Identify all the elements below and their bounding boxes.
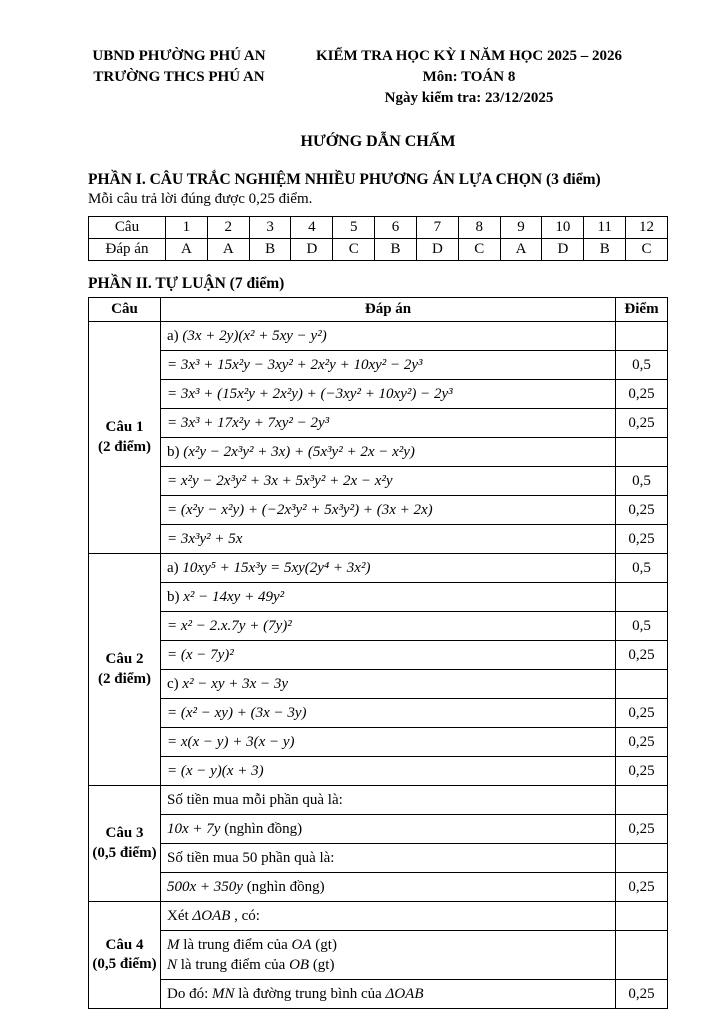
plain-text: , có:	[230, 908, 260, 924]
mc-cell: 6	[375, 217, 417, 239]
mc-cell: 7	[416, 217, 458, 239]
answer-row	[89, 322, 668, 351]
answer-cell	[161, 322, 616, 351]
question-label	[89, 902, 161, 1009]
answer-line	[167, 645, 609, 665]
math-text: = 3x³ + (15x²y + 2x²y) + (−3xy² + 10xy²) − 2y³	[167, 386, 453, 402]
answer-cell	[161, 351, 616, 380]
essay-table-body	[89, 322, 668, 1009]
answer-cell	[161, 641, 616, 670]
answer-line	[167, 955, 609, 975]
point-cell: 0,25	[616, 873, 668, 902]
question-label	[89, 554, 161, 786]
math-text: 10x + 7y	[167, 821, 221, 837]
school-name: TRƯỜNG THCS PHÚ AN	[93, 69, 265, 85]
answer-row	[89, 902, 668, 931]
mc-row-label: Đáp án	[89, 239, 166, 261]
mc-cell: 9	[500, 217, 542, 239]
answer-row	[89, 641, 668, 670]
answer-row	[89, 351, 668, 380]
question-number: Câu 3	[105, 825, 144, 841]
mc-cell: 10	[542, 217, 584, 239]
plain-text: là đường trung bình của	[234, 986, 386, 1002]
answer-line	[167, 529, 609, 549]
plain-text: Do đó:	[167, 986, 212, 1002]
question-points-note: (2 điểm)	[98, 670, 151, 687]
mc-cell: B	[375, 239, 417, 261]
point-cell: 0,5	[616, 467, 668, 496]
answer-cell	[161, 380, 616, 409]
column-header-cau: Câu	[89, 298, 161, 322]
answer-line	[167, 906, 609, 926]
answer-line	[167, 558, 609, 578]
answer-cell	[161, 931, 616, 980]
answer-cell	[161, 873, 616, 902]
point-cell	[616, 844, 668, 873]
math-text: x² − xy + 3x − 3y	[182, 676, 289, 692]
mc-cell: 1	[166, 217, 208, 239]
part1-note: Mỗi câu trả lời đúng được 0,25 điểm.	[88, 191, 313, 207]
mc-cell: D	[542, 239, 584, 261]
answer-line	[167, 732, 609, 752]
mc-cell: 5	[333, 217, 375, 239]
mc-cell: C	[333, 239, 375, 261]
mc-cell: B	[584, 239, 626, 261]
answer-line	[167, 384, 609, 404]
point-cell	[616, 931, 668, 980]
plain-text: a)	[167, 328, 183, 344]
answer-row	[89, 757, 668, 786]
answer-row	[89, 409, 668, 438]
point-cell: 0,25	[616, 980, 668, 1009]
answer-row	[89, 670, 668, 699]
mc-cell: D	[291, 239, 333, 261]
question-points-note: (2 điểm)	[98, 438, 151, 455]
essay-header-row	[89, 298, 668, 322]
answer-row	[89, 815, 668, 844]
answer-row	[89, 496, 668, 525]
answer-cell	[161, 409, 616, 438]
answer-row	[89, 438, 668, 467]
answer-row	[89, 786, 668, 815]
point-cell: 0,5	[616, 351, 668, 380]
exam-title: KIỂM TRA HỌC KỲ I NĂM HỌC 2025 – 2026	[316, 48, 622, 64]
answer-cell	[161, 757, 616, 786]
plain-text: là trung điểm của	[179, 937, 292, 953]
plain-text: Xét	[167, 908, 193, 924]
point-cell	[616, 322, 668, 351]
point-cell: 0,25	[616, 525, 668, 554]
answer-line	[167, 984, 609, 1004]
answer-row	[89, 980, 668, 1009]
mc-cell: 8	[458, 217, 500, 239]
answer-cell	[161, 902, 616, 931]
point-cell: 0,25	[616, 380, 668, 409]
math-text: = (x − y)(x + 3)	[167, 763, 264, 779]
answer-cell	[161, 699, 616, 728]
answer-line	[167, 703, 609, 723]
answer-cell	[161, 980, 616, 1009]
answer-line	[167, 935, 609, 955]
answer-line	[167, 819, 609, 839]
answer-line	[167, 471, 609, 491]
question-points-note: (0,5 điểm)	[92, 844, 157, 861]
essay-table	[88, 297, 668, 1009]
point-cell: 0,25	[616, 757, 668, 786]
plain-text: là trung điểm của	[177, 957, 290, 973]
math-text: ΔOAB	[192, 908, 231, 924]
plain-text: c)	[167, 676, 183, 692]
answer-line	[167, 790, 609, 810]
answer-cell	[161, 554, 616, 583]
answer-cell	[161, 844, 616, 873]
answer-line	[167, 500, 609, 520]
math-text: OB	[289, 957, 310, 973]
answer-row	[89, 380, 668, 409]
answer-cell	[161, 467, 616, 496]
column-header-dapan: Đáp án	[161, 298, 616, 322]
answer-line	[167, 326, 609, 346]
point-cell	[616, 583, 668, 612]
point-cell: 0,5	[616, 612, 668, 641]
answer-row	[89, 612, 668, 641]
header-left-block	[88, 46, 270, 88]
question-number: Câu 4	[105, 936, 144, 953]
question-points-note: (0,5 điểm)	[92, 956, 157, 972]
math-text: = (x² − xy) + (3x − 3y)	[167, 705, 307, 721]
column-header-diem: Điểm	[616, 298, 668, 322]
answer-cell	[161, 786, 616, 815]
mc-cell: B	[249, 239, 291, 261]
plain-text: b)	[167, 444, 184, 460]
math-text: (x²y − 2x³y² + 3x) + (5x³y² + 2x − x²y)	[183, 444, 415, 460]
answer-row	[89, 467, 668, 496]
answer-row	[89, 844, 668, 873]
answer-cell	[161, 670, 616, 699]
mc-cell: A	[207, 239, 249, 261]
answer-line	[167, 355, 609, 375]
answer-line	[167, 442, 609, 462]
document-header	[88, 46, 668, 109]
answer-row	[89, 583, 668, 612]
mc-cell: 2	[207, 217, 249, 239]
math-text: 500x + 350y	[167, 879, 243, 895]
plain-text: Số tiền mua mỗi phần quà là:	[167, 792, 343, 808]
math-text: M	[167, 937, 180, 953]
answer-cell	[161, 438, 616, 467]
page-title: HƯỚNG DẪN CHẤM	[300, 133, 456, 150]
answer-cell	[161, 525, 616, 554]
question-number: Câu 2	[105, 651, 144, 667]
answer-row	[89, 525, 668, 554]
plain-text: b)	[167, 589, 184, 605]
exam-subject: Môn: TOÁN 8	[422, 69, 516, 85]
mc-question-row	[89, 217, 668, 239]
answer-cell	[161, 815, 616, 844]
answer-row	[89, 554, 668, 583]
mc-cell: A	[166, 239, 208, 261]
question-label	[89, 786, 161, 902]
answer-line	[167, 848, 609, 868]
point-cell: 0,25	[616, 728, 668, 757]
point-cell: 0,25	[616, 815, 668, 844]
math-text: N	[167, 957, 178, 973]
math-text: = 3x³y² + 5x	[167, 531, 243, 547]
mc-cell: 4	[291, 217, 333, 239]
math-text: MN	[212, 986, 235, 1002]
mc-cell: D	[416, 239, 458, 261]
question-label	[89, 322, 161, 554]
math-text: (3x + 2y)(x² + 5xy − y²)	[182, 328, 327, 344]
math-text: = 3x³ + 15x²y − 3xy² + 2x²y + 10xy² − 2y³	[167, 357, 423, 373]
point-cell: 0,25	[616, 496, 668, 525]
plain-text: Số tiền mua 50 phần quà là:	[167, 850, 335, 866]
point-cell	[616, 786, 668, 815]
answer-line	[167, 616, 609, 636]
exam-date: Ngày kiểm tra: 23/12/2025	[384, 90, 554, 106]
mc-row-label: Câu	[89, 217, 166, 239]
math-text: = x²y − 2x³y² + 3x + 5x³y² + 2x − x²y	[167, 473, 393, 489]
plain-text: (gt)	[311, 937, 337, 953]
math-text: = x(x − y) + 3(x − y)	[167, 734, 295, 750]
math-text: ΔOAB	[385, 986, 424, 1002]
answer-line	[167, 413, 609, 433]
math-text: = x² − 2.x.7y + (7y)²	[167, 618, 292, 634]
point-cell	[616, 438, 668, 467]
math-text: = (x − 7y)²	[167, 647, 234, 663]
point-cell: 0,25	[616, 641, 668, 670]
point-cell: 0,25	[616, 409, 668, 438]
plain-text: (nghìn đồng)	[220, 821, 303, 837]
mc-cell: C	[626, 239, 668, 261]
mc-cell: 12	[626, 217, 668, 239]
math-text: = 3x³ + 17x²y + 7xy² − 2y³	[167, 415, 330, 431]
point-cell	[616, 902, 668, 931]
mc-table-body	[89, 217, 668, 261]
answer-cell	[161, 612, 616, 641]
mc-answer-row	[89, 239, 668, 261]
answer-line	[167, 761, 609, 781]
org-name: UBND PHƯỜNG PHÚ AN	[92, 48, 266, 64]
point-cell: 0,5	[616, 554, 668, 583]
answer-row	[89, 728, 668, 757]
mc-cell: 11	[584, 217, 626, 239]
question-number: Câu 1	[105, 419, 144, 435]
part1-heading: PHẦN I. CÂU TRẮC NGHIỆM NHIỀU PHƯƠNG ÁN LỰA CHỌN (3 điểm)	[88, 171, 601, 188]
answer-row	[89, 931, 668, 980]
answer-line	[167, 877, 609, 897]
part2-heading: PHẦN II. TỰ LUẬN (7 điểm)	[88, 275, 285, 292]
math-text: OA	[291, 937, 312, 953]
answer-line	[167, 674, 609, 694]
answer-row	[89, 873, 668, 902]
mc-cell: A	[500, 239, 542, 261]
math-text: = (x²y − x²y) + (−2x³y² + 5x³y²) + (3x + 2x)	[167, 502, 433, 518]
mc-cell: 3	[249, 217, 291, 239]
plain-text: a)	[167, 560, 183, 576]
answer-cell	[161, 496, 616, 525]
point-cell: 0,25	[616, 699, 668, 728]
answer-line	[167, 587, 609, 607]
header-right-block	[270, 46, 668, 109]
mc-cell: C	[458, 239, 500, 261]
multiple-choice-table	[88, 216, 668, 261]
math-text: x² − 14xy + 49y²	[183, 589, 285, 605]
math-text: 10xy⁵ + 15x³y = 5xy(2y⁴ + 3x²)	[182, 560, 371, 576]
point-cell	[616, 670, 668, 699]
answer-cell	[161, 583, 616, 612]
plain-text: (gt)	[309, 957, 335, 973]
answer-row	[89, 699, 668, 728]
answer-cell	[161, 728, 616, 757]
plain-text: (nghìn đồng)	[242, 879, 325, 895]
